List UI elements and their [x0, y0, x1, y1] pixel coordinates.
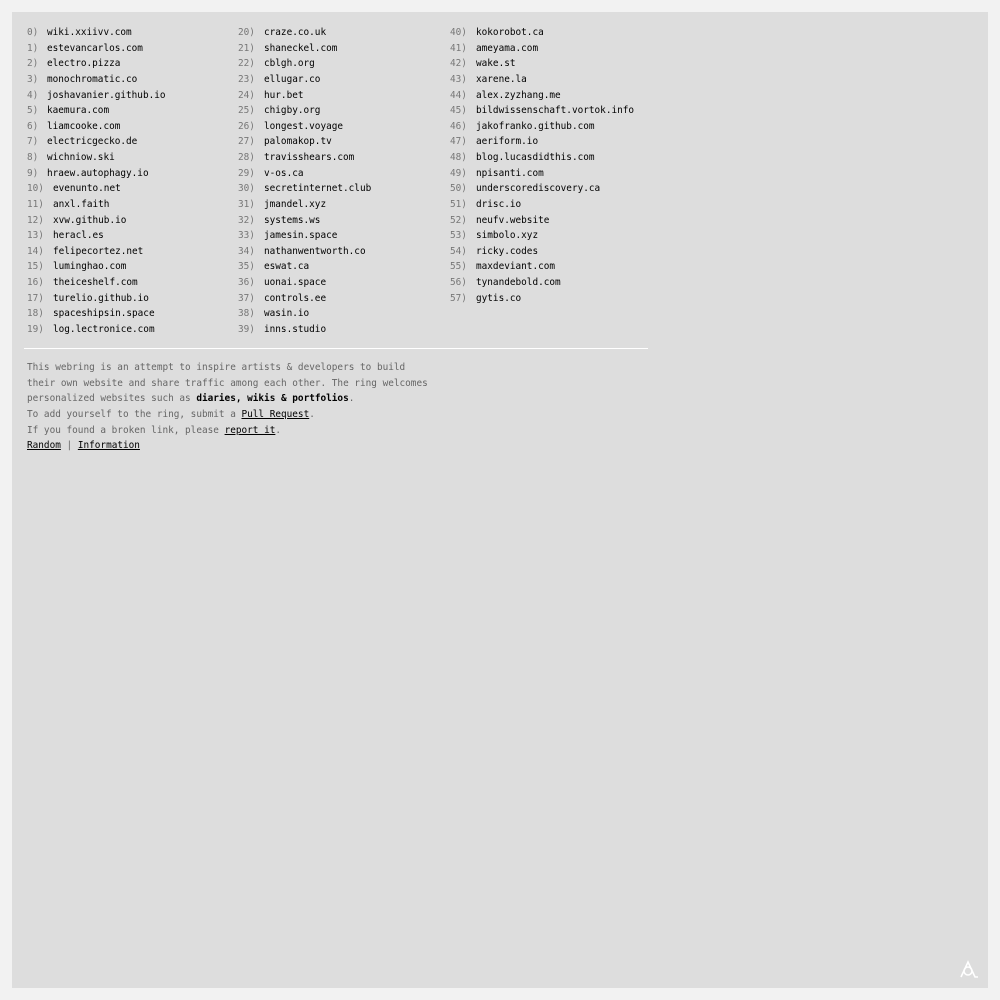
site-index: 52) [450, 214, 467, 226]
site-column-3 [450, 25, 634, 306]
site-index: 11) [27, 198, 44, 210]
site-list-item [27, 291, 166, 307]
site-index: 43) [450, 73, 467, 85]
site-list-item [450, 72, 634, 88]
site-index: 37) [238, 292, 255, 304]
site-list-item [27, 322, 166, 338]
site-columns [27, 25, 667, 355]
site-index: 1) [27, 42, 39, 54]
site-link[interactable]: aeriform.io [476, 136, 539, 148]
site-link[interactable]: anxl.faith [53, 198, 110, 210]
site-list-item [238, 275, 371, 291]
footer-links [27, 438, 647, 454]
site-link[interactable]: tynandebold.com [476, 277, 561, 288]
site-index: 25) [238, 105, 255, 117]
site-index: 46) [450, 120, 467, 132]
site-link[interactable]: liamcooke.com [47, 120, 121, 132]
site-link[interactable]: alex.zyzhang.me [476, 89, 561, 101]
site-index: 18) [27, 308, 44, 320]
info-line-4-prefix: To add yourself to the ring, submit a [27, 408, 242, 420]
site-link[interactable]: systems.ws [264, 214, 321, 226]
site-link[interactable]: bildwissenschaft.vortok.info [476, 105, 635, 117]
site-index: 0) [27, 27, 39, 38]
site-index: 3) [27, 73, 39, 85]
report-it-link[interactable]: report it [224, 424, 276, 436]
site-link[interactable]: xarene.la [476, 73, 527, 85]
site-list-item [238, 166, 371, 182]
site-list-item [27, 56, 166, 72]
site-list-item [238, 181, 371, 197]
site-list-item [27, 103, 166, 119]
site-index: 4) [27, 89, 39, 101]
site-link[interactable]: joshavanier.github.io [47, 89, 166, 101]
site-list-item [450, 259, 634, 275]
site-list-item [238, 72, 371, 88]
site-link[interactable]: palomakop.tv [264, 136, 332, 148]
site-list-item [238, 88, 371, 104]
site-list-item [450, 275, 634, 291]
webring-info [27, 360, 647, 454]
site-index: 22) [238, 58, 255, 70]
site-link[interactable]: kokorobot.ca [476, 27, 544, 38]
site-list-item [27, 119, 166, 135]
site-link[interactable]: xvw.github.io [53, 214, 127, 226]
site-index: 47) [450, 136, 467, 148]
site-list-item [27, 150, 166, 166]
pull-request-link[interactable]: Pull Request [241, 408, 310, 420]
site-list-item [27, 134, 166, 150]
site-link[interactable]: v-os.ca [264, 167, 304, 179]
site-index: 34) [238, 245, 255, 257]
divider-line [24, 348, 648, 349]
site-list-item [238, 197, 371, 213]
site-index: 15) [27, 261, 44, 273]
site-link[interactable]: theiceshelf.com [53, 277, 138, 288]
site-index: 54) [450, 245, 467, 257]
site-list-item [450, 244, 634, 260]
site-index: 13) [27, 230, 44, 242]
site-list-item [450, 166, 634, 182]
site-list-item [238, 291, 371, 307]
site-index: 10) [27, 183, 44, 195]
site-index: 33) [238, 230, 255, 242]
site-list-item [238, 259, 371, 275]
site-list-item [27, 259, 166, 275]
site-list-item [27, 275, 166, 291]
site-link[interactable]: luminghao.com [53, 261, 127, 273]
site-index: 29) [238, 167, 255, 179]
site-list-item [238, 25, 371, 41]
site-link[interactable]: spaceshipsin.space [53, 308, 155, 320]
site-index: 35) [238, 261, 255, 273]
site-index: 41) [450, 42, 467, 54]
site-list-item [238, 244, 371, 260]
site-link[interactable]: drisc.io [476, 198, 522, 210]
site-list-item [238, 103, 371, 119]
site-list-item [238, 213, 371, 229]
site-link[interactable]: jmandel.xyz [264, 198, 327, 210]
site-link[interactable]: inns.studio [264, 323, 327, 335]
webring-page [12, 12, 988, 988]
site-link[interactable]: longest.voyage [264, 120, 344, 132]
webring-logo-icon[interactable] [959, 960, 979, 978]
site-list-item [450, 134, 634, 150]
site-list-item [27, 181, 166, 197]
site-index: 27) [238, 136, 255, 148]
site-list-item [27, 41, 166, 57]
site-link[interactable]: jamesin.space [264, 230, 338, 242]
site-index: 44) [450, 89, 467, 101]
site-link[interactable]: secretinternet.club [264, 183, 372, 195]
site-list-item [27, 197, 166, 213]
site-index: 9) [27, 167, 39, 179]
site-list-item [450, 41, 634, 57]
site-column-2 [238, 25, 371, 338]
site-index: 5) [27, 105, 39, 117]
site-list-item [238, 134, 371, 150]
info-line-5-prefix: If you found a broken link, please [27, 424, 225, 436]
site-list-item [238, 119, 371, 135]
site-index: 53) [450, 230, 467, 242]
site-link[interactable]: gytis.co [476, 292, 522, 304]
site-index: 12) [27, 214, 44, 226]
site-link[interactable]: estevancarlos.com [47, 42, 143, 54]
site-list-item [238, 150, 371, 166]
site-index: 55) [450, 261, 467, 273]
site-link[interactable]: felipecortez.net [53, 245, 144, 257]
site-link[interactable]: uonai.space [264, 277, 327, 288]
site-link[interactable]: ricky.codes [476, 245, 539, 257]
site-link[interactable]: wake.st [476, 58, 516, 70]
info-line-3 [27, 391, 647, 407]
site-index: 49) [450, 167, 467, 179]
site-link[interactable]: nathanwentworth.co [264, 245, 366, 257]
site-link[interactable]: npisanti.com [476, 167, 544, 179]
site-index: 56) [450, 277, 467, 288]
site-list-item [450, 88, 634, 104]
site-index: 7) [27, 136, 39, 148]
site-index: 48) [450, 152, 467, 163]
site-link[interactable]: maxdeviant.com [476, 261, 556, 273]
site-link[interactable]: jakofranko.github.com [476, 120, 595, 132]
site-index: 19) [27, 323, 44, 335]
site-link[interactable]: blog.lucasdidthis.com [476, 152, 595, 163]
site-index: 6) [27, 120, 39, 132]
site-link[interactable]: electricgecko.de [47, 136, 138, 148]
site-link[interactable]: log.lectronice.com [53, 323, 155, 335]
site-index: 39) [238, 323, 255, 335]
site-link[interactable]: monochromatic.co [47, 73, 138, 85]
site-index: 26) [238, 120, 255, 132]
site-link[interactable]: wasin.io [264, 308, 310, 320]
info-line-3-prefix: personalized websites such as [27, 393, 197, 405]
site-list-item [27, 166, 166, 182]
site-link[interactable]: turelio.github.io [53, 292, 149, 304]
site-link[interactable]: simbolo.xyz [476, 230, 539, 242]
site-list-item [450, 103, 634, 119]
site-list-item [27, 72, 166, 88]
site-link[interactable]: cblgh.org [264, 58, 315, 70]
site-index: 38) [238, 308, 255, 320]
random-link[interactable]: Random [27, 440, 61, 452]
site-link[interactable]: electro.pizza [47, 58, 121, 70]
site-list-item [450, 56, 634, 72]
site-index: 42) [450, 58, 467, 70]
site-index: 16) [27, 277, 44, 288]
link-separator: | [66, 440, 73, 452]
site-types-highlight: diaries, wikis & portfolios [196, 393, 349, 405]
site-index: 28) [238, 152, 255, 163]
site-list-item [238, 41, 371, 57]
site-link[interactable]: controls.ee [264, 292, 327, 304]
site-list-item [450, 150, 634, 166]
site-link[interactable]: hraew.autophagy.io [47, 167, 149, 179]
site-link[interactable]: craze.co.uk [264, 27, 327, 38]
site-list-item [238, 56, 371, 72]
site-list-item [450, 197, 634, 213]
site-list-item [27, 213, 166, 229]
information-link[interactable]: Information [77, 440, 140, 452]
site-link[interactable]: ameyama.com [476, 42, 539, 54]
site-index: 50) [450, 183, 467, 195]
site-list-item [450, 119, 634, 135]
info-line-1: This webring is an attempt to inspire artists & developers to build [27, 362, 406, 373]
site-link[interactable]: underscorediscovery.ca [476, 183, 601, 195]
site-list-item [238, 228, 371, 244]
site-list-item [27, 306, 166, 322]
site-index: 31) [238, 198, 255, 210]
site-list-item [27, 25, 166, 41]
info-line-5-suffix: . [275, 424, 282, 436]
site-index: 14) [27, 245, 44, 257]
site-link[interactable]: ellugar.co [264, 73, 321, 85]
site-link[interactable]: wiki.xxiivv.com [47, 27, 132, 38]
site-list-item [450, 291, 634, 307]
site-index: 40) [450, 27, 467, 38]
site-link[interactable]: shaneckel.com [264, 42, 338, 54]
site-index: 2) [27, 58, 39, 70]
site-index: 51) [450, 198, 467, 210]
site-list-item [238, 322, 371, 338]
info-line-2: their own website and share traffic among each other. The ring welcomes [27, 377, 428, 389]
site-list-item [27, 88, 166, 104]
site-list-item [450, 181, 634, 197]
site-list-item [450, 25, 634, 41]
site-link[interactable]: hur.bet [264, 89, 304, 101]
info-line-5 [27, 423, 647, 439]
site-index: 45) [450, 105, 467, 117]
site-list-item [27, 244, 166, 260]
site-index: 8) [27, 152, 39, 163]
site-list-item [27, 228, 166, 244]
site-index: 36) [238, 277, 255, 288]
info-line-4-suffix: . [309, 408, 315, 420]
site-index: 32) [238, 214, 255, 226]
info-line-4 [27, 407, 647, 423]
site-link[interactable]: kaemura.com [47, 105, 110, 117]
site-list-item [450, 213, 634, 229]
site-index: 23) [238, 73, 255, 85]
site-link[interactable]: heracl.es [53, 230, 104, 242]
site-link[interactable]: travisshears.com [264, 152, 355, 163]
site-list-item [450, 228, 634, 244]
site-column-1 [27, 25, 166, 338]
site-index: 30) [238, 183, 255, 195]
site-index: 57) [450, 292, 467, 304]
site-link[interactable]: eswat.ca [264, 261, 310, 273]
site-index: 21) [238, 42, 255, 54]
site-link[interactable]: neufv.website [476, 214, 550, 226]
site-index: 17) [27, 292, 44, 304]
site-link[interactable]: chigby.org [264, 105, 321, 117]
site-link[interactable]: evenunto.net [53, 183, 121, 195]
site-list-item [238, 306, 371, 322]
info-line-3-suffix: . [348, 393, 355, 405]
site-index: 20) [238, 27, 255, 38]
site-link[interactable]: wichniow.ski [47, 152, 115, 163]
site-index: 24) [238, 89, 255, 101]
